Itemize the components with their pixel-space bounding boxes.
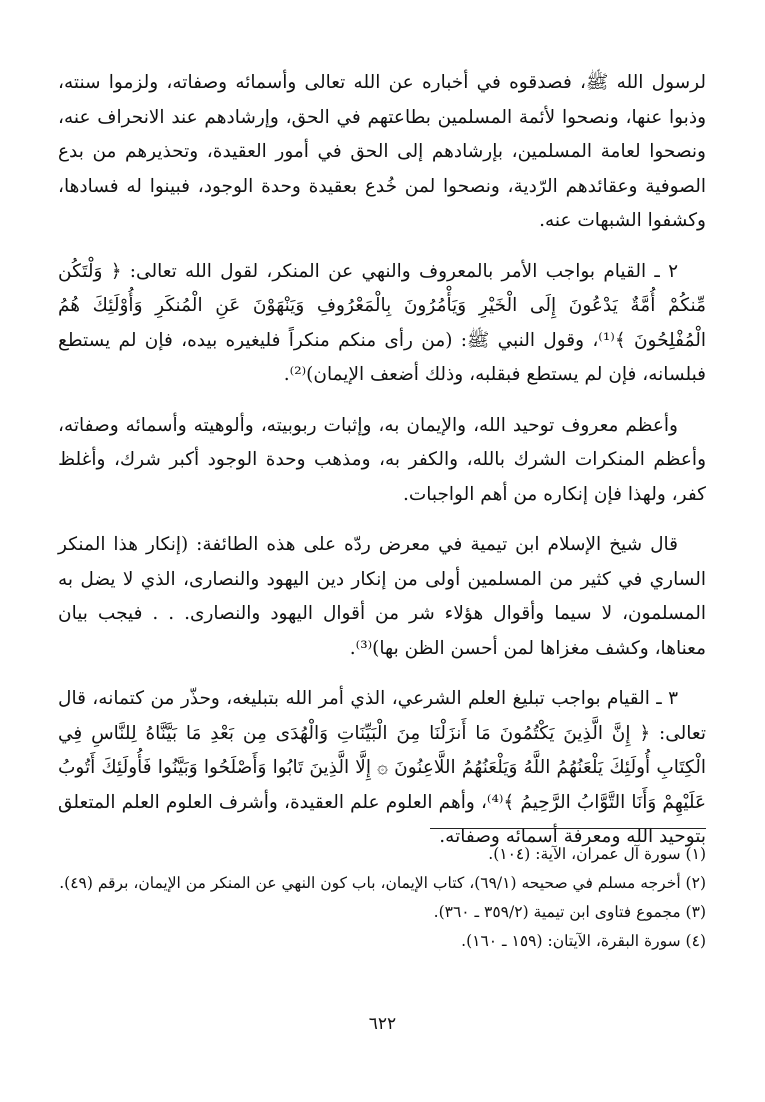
paragraph-5: ٣ ـ القيام بواجب تبليغ العلم الشرعي، الذي أمر الله بتبليغه، وحذّر من كتمانه، قال تعالى: ﴿ إِنَّ الَّذِينَ يَكْتُمُونَ مَا أَنزَلْنَا مِنَ الْبَيِّنَاتِ وَالْهُدَى مِن بَعْدِ مَا بَيَّنَّاهُ لِلنَّاسِ فِي الْكِتَابِ أُولَئِكَ يَلْعَنُهُمُ اللَّهُ وَيَلْعَنُهُمُ اللَّاعِنُونَ ۞ إِلَّا الَّذِينَ تَابُوا وَأَصْلَحُوا وَبَيَّنُوا فَأُولَئِكَ أَتُوبُ عَلَيْهِمْ وَأَنَا التَّوَّابُ الرَّحِيمُ ﴾⁽⁴⁾، وأهم العلوم علم العقيدة، وأشرف العلوم العلم المتعلق بتوحيد الله ومعرفة أسمائه وصفاته. — [58, 688, 707, 847]
paragraph-2: ٢ ـ القيام بواجب الأمر بالمعروف والنهي عن المنكر، لقول الله تعالى: ﴿ وَلْتَكُن مِّنكُمْ أُمَّةٌ يَدْعُونَ إِلَى الْخَيْرِ وَيَأْمُرُونَ بِالْمَعْرُوفِ وَيَنْهَوْنَ عَنِ الْمُنكَرِ وَأُوْلَئِكَ هُمُ الْمُفْلِحُونَ ﴾⁽¹⁾، وقول النبي ﷺ: (من رأى منكم منكراً فليغيره بيده، فإن لم يستطع فبلسانه، فإن لم يستطع فبقلبه، وذلك أضعف الإيمان)⁽²⁾. — [58, 260, 706, 385]
footnote-2: (٢) أخرجه مسلم في صحيحه (٦٩/١)، كتاب الإيمان، باب كون النهي عن المنكر من الإيمان، برقم (٤٩). — [59, 874, 706, 892]
footnote-4: (٤) سورة البقرة، الآيتان: (١٥٩ ـ ١٦٠). — [461, 932, 706, 950]
paragraph-4: قال شيخ الإسلام ابن تيمية في معرض ردّه على هذه الطائفة: (إنكار هذا المنكر الساري في كثير من المسلمين أولى من إنكار دين اليهود والنصارى، الذي لا يضل به المسلمون، لا سيما وأقوال هؤلاء شر من أقوال اليهود والنصارى. . . فيجب بيان معناها، وكشف مغزاها لمن أحسن الظن بها)⁽³⁾. — [58, 534, 706, 659]
paragraph-3: وأعظم معروف توحيد الله، والإيمان به، وإثبات ربوبيته، وألوهيته وأسمائه وصفاته، وأعظم المنكرات الشرك بالله، والكفر به، ومذهب وحدة الوجود أكبر شرك، وأغلظ كفر، ولهذا فإن إنكاره من أهم الواجبات. — [58, 414, 706, 505]
footnote-divider — [430, 828, 706, 829]
footnotes — [58, 840, 706, 956]
main-text — [58, 66, 706, 855]
paragraph-1: لرسول الله ﷺ، فصدقوه في أخباره عن الله تعالى وأسمائه وصفاته، ولزموا سنته، وذبوا عنها، ونصحوا لأئمة المسلمين بطاعتهم في الحق، وإرشادهم عند الانحراف عنه، ونصحوا لعامة المسلمين، بإرشادهم إلى الحق في أمور العقيدة، وتحذيرهم من بدع الصوفية وعقائدهم الرّدية، ونصحوا لمن خُدع بعقيدة وحدة الوجود، فبينوا له فسادها، وكشفوا الشبهات عنه. — [58, 72, 706, 231]
footnote-3: (٣) مجموع فتاوى ابن تيمية (٣٥٩/٢ ـ ٣٦٠). — [433, 903, 706, 921]
page-number: ٦٢٢ — [368, 1014, 397, 1034]
footnote-1: (١) سورة آل عمران، الآية: (١٠٤). — [488, 845, 706, 863]
